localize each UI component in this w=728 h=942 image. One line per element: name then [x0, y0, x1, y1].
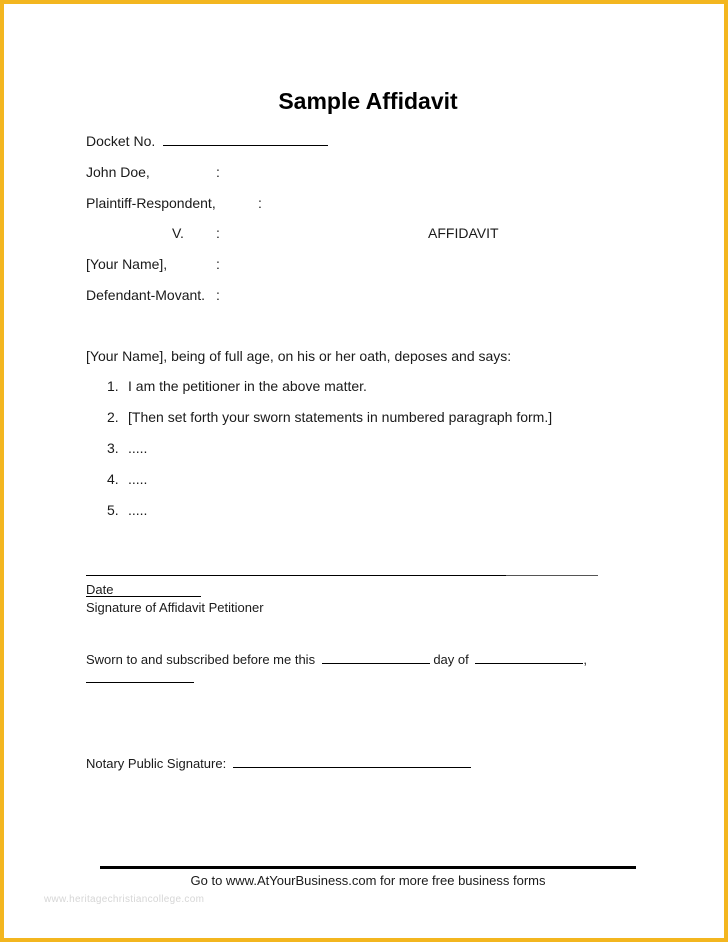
sworn-text: Sworn to and subscribed before me this [86, 652, 316, 667]
watermark-text: www.heritagechristiancollege.com [44, 894, 205, 905]
footer-text: Go to www.AtYourBusiness.com for more free business forms [190, 873, 546, 888]
sworn-day-blank[interactable] [322, 663, 430, 664]
date-label-row [86, 582, 113, 597]
signature-label: Signature of Affidavit Petitioner [86, 600, 264, 615]
sworn-comma: , [583, 652, 587, 667]
list-item-number: 1. [107, 378, 119, 394]
docket-number-blank[interactable] [163, 145, 328, 146]
party2-name: [Your Name], [86, 256, 168, 272]
notary-signature-blank[interactable] [233, 767, 471, 768]
notary-label: Notary Public Signature: [86, 756, 227, 771]
date-line[interactable] [506, 575, 598, 576]
list-item-number: 4. [107, 471, 119, 487]
caption-colon: : [216, 287, 220, 303]
list-item-number: 5. [107, 502, 119, 518]
sworn-statement-row [86, 652, 587, 667]
list-item: ..... [128, 502, 148, 518]
sworn-year-blank[interactable] [86, 682, 194, 683]
caption-colon: : [216, 164, 220, 180]
date-label: Date [86, 582, 114, 597]
notary-row [86, 756, 471, 771]
affidavit-intro: [Your Name], being of full age, on his or her oath, deposes and says: [86, 348, 512, 364]
list-item: I am the petitioner in the above matter. [128, 378, 367, 394]
signature-line[interactable] [86, 575, 506, 576]
versus-label: V. [172, 225, 184, 241]
caption-colon: : [216, 256, 220, 272]
party1-name: John Doe, [86, 164, 150, 180]
list-item-number: 3. [107, 440, 119, 456]
sworn-day-of: day of [433, 652, 469, 667]
sworn-month-blank[interactable] [475, 663, 583, 664]
caption-colon: : [216, 225, 220, 241]
caption-colon: : [258, 195, 262, 211]
party2-role: Defendant-Movant. [86, 287, 206, 303]
document-type-label: AFFIDAVIT [428, 225, 499, 241]
docket-number-row [86, 133, 328, 149]
docket-label: Docket No. [86, 133, 156, 149]
party1-role: Plaintiff-Respondent, [86, 195, 216, 211]
list-item: ..... [128, 440, 148, 456]
date-underline [86, 596, 201, 597]
document-title: Sample Affidavit [278, 88, 458, 114]
list-item: ..... [128, 471, 148, 487]
list-item: [Then set forth your sworn statements in numbered paragraph form.] [128, 409, 553, 425]
list-item-number: 2. [107, 409, 119, 425]
footer-rule [100, 866, 636, 869]
